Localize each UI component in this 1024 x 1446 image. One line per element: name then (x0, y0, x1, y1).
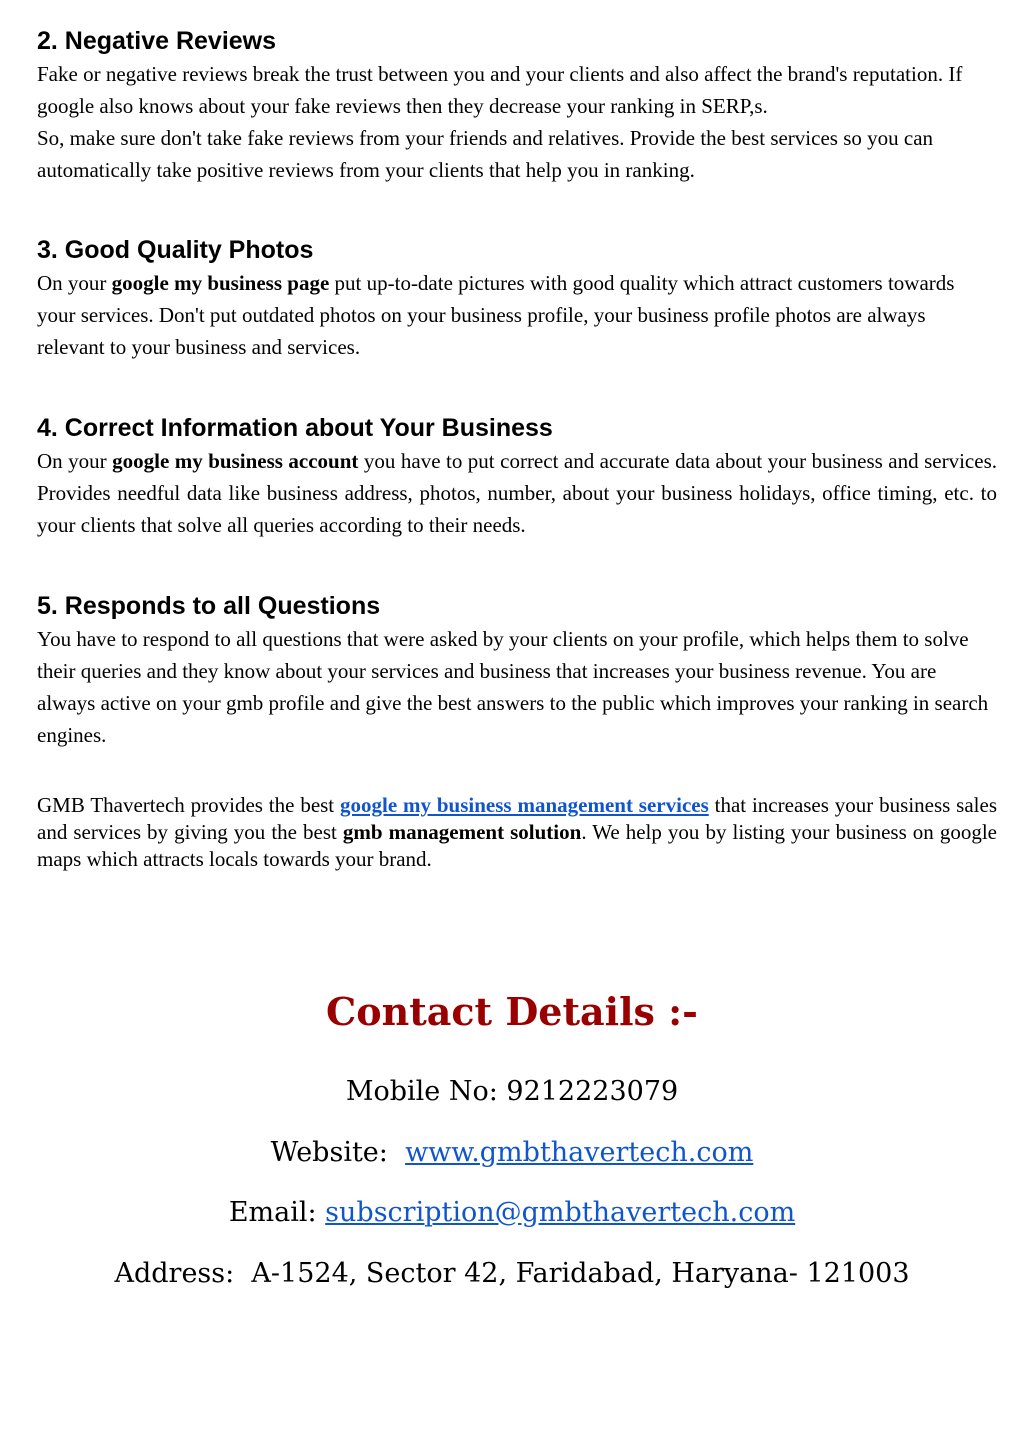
section-negative-reviews (37, 24, 997, 186)
contact-title: Contact Details :- (326, 989, 698, 1034)
promo-paragraph (37, 792, 997, 873)
paragraph-text: On your (37, 449, 113, 473)
paragraph-text: On your (37, 271, 112, 295)
section-correct-information (37, 411, 997, 541)
bold-keyword: google my business page (111, 271, 330, 295)
paragraph: Fake or negative reviews break the trust between you and your clients and also affect the brand's reputation. If google also knows about your fake reviews then they decrease your ranking in SERP,s. (37, 62, 963, 118)
contact-address (0, 1254, 1024, 1294)
section-responds-questions (37, 589, 997, 751)
contact-mobile (0, 1072, 1024, 1112)
section-heading: 4. Correct Information about Your Business (37, 414, 553, 442)
email-label: Email: (228, 1197, 326, 1228)
paragraph: So, make sure don't take fake reviews from your friends and relatives. Provide the best services so you can automatically take positive reviews from your clients that help you in ranking. (37, 126, 934, 182)
section-heading: 5. Responds to all Questions (37, 592, 381, 620)
promo-text: . We help you by listing your business on google maps which attracts locals towards your brand. (37, 820, 997, 871)
mobile-value: 9212223079 (506, 1076, 679, 1107)
bold-keyword: gmb management solution (342, 820, 582, 844)
promo-text: that increases your business sales and services by giving you the best (37, 793, 997, 844)
bold-keyword: google my business account (112, 449, 359, 473)
contact-website (0, 1133, 1024, 1173)
paragraph: You have to respond to all questions that were asked by your clients on your profile, which helps them to solve their queries and they know about your services and business that increases your business revenue. You are always active on your gmb profile and give the best answers to the public which improves your ranking in search engines. (37, 627, 989, 747)
email-link[interactable]: subscription@gmbthavertech.com (325, 1197, 796, 1228)
paragraph-text: put up-to-date pictures with good quality which attract customers towards your services. Don't put outdated photos on your business profile, your business profile photos are always relevant to your business and services. (37, 271, 955, 359)
address-label: Address: (114, 1258, 252, 1289)
paragraph-text: you have to put correct and accurate data about your business and services. Provides needful data like business address, photos, number, about your business holidays, office timing, etc. to your clients that solve all queries according to their needs. (37, 449, 997, 537)
address-value: A-1524, Sector 42, Faridabad, Haryana- 121003 (251, 1258, 910, 1289)
promo-text: GMB Thavertech provides the best (37, 793, 341, 817)
section-good-quality-photos (37, 233, 997, 363)
contact-email (0, 1193, 1024, 1233)
section-heading: 2. Negative Reviews (37, 27, 277, 55)
mobile-label: Mobile No: (345, 1076, 507, 1107)
paragraph (37, 267, 997, 363)
website-link[interactable]: www.gmbthavertech.com (405, 1137, 754, 1168)
services-link[interactable]: google my business management services (340, 793, 709, 817)
paragraph (37, 445, 997, 541)
section-heading: 3. Good Quality Photos (37, 236, 314, 264)
document-body (37, 24, 997, 894)
website-label: Website: (270, 1137, 406, 1168)
